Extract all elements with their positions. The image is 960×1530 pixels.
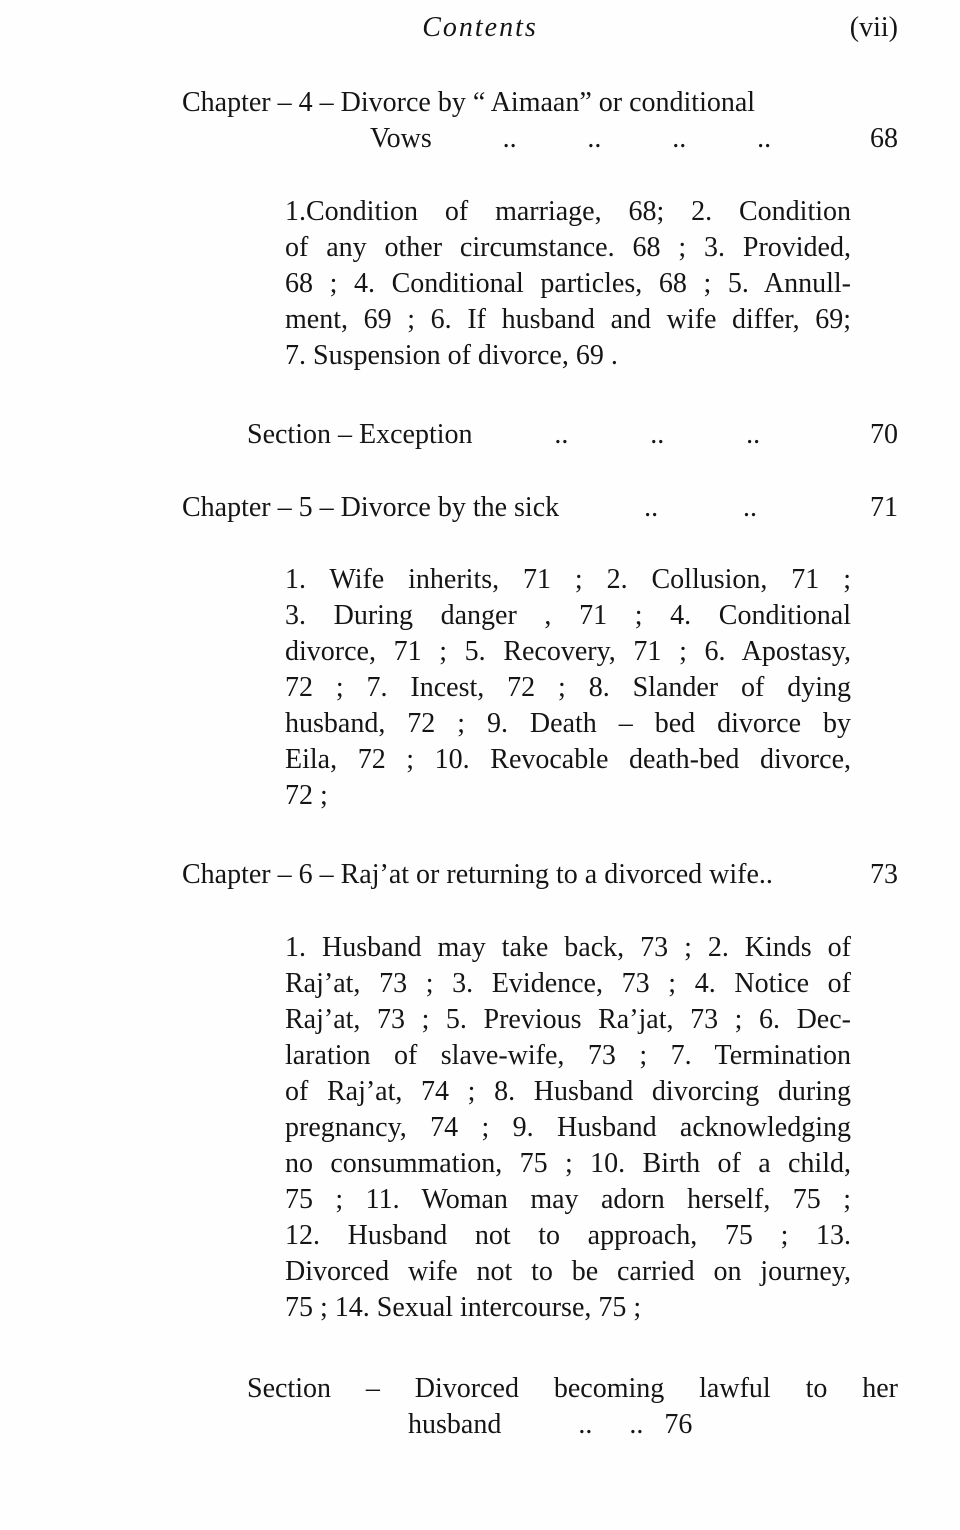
summary-line: divorce, 71 ; 5. Recovery, 71 ; 6. Apostasy, (285, 636, 851, 667)
summary-line: 7. Suspension of divorce, 69 . (285, 340, 618, 371)
summary-line: 1. Wife inherits, 71 ; 2. Collusion, 71 ; (285, 564, 851, 595)
summary-line: 72 ; 7. Incest, 72 ; 8. Slander of dying (285, 672, 851, 703)
summary-line: ment, 69 ; 6. If husband and wife differ, 69; (285, 304, 851, 335)
running-head-title: Contents (422, 12, 538, 43)
section-divorced-continuation: husband (408, 1409, 502, 1440)
leader-dot: .. (578, 1409, 593, 1440)
summary-line: 68 ; 4. Conditional particles, 68 ; 5. Annull- (285, 268, 851, 299)
chapter-4-subtopics (285, 194, 851, 374)
summary-line: 72 ; (285, 780, 328, 811)
toc-entry-chapter-5 (182, 490, 898, 526)
summary-line: Raj’at, 73 ; 5. Previous Ra’jat, 73 ; 6. Dec- (285, 1004, 851, 1035)
chapter-6-subtopics (285, 930, 851, 1326)
leader-dot: .. (757, 123, 772, 154)
summary-line: 75 ; 14. Sexual intercourse, 75 ; (285, 1292, 642, 1323)
summary-line: 1.Condition of marriage, 68; 2. Condition (285, 196, 851, 227)
summary-line: Divorced wife not to be carried on journey, (285, 1256, 851, 1287)
summary-line: of any other circumstance. 68 ; 3. Provided, (285, 232, 851, 263)
toc-entry-chapter-4 (0, 85, 960, 157)
summary-line: 3. During danger , 71 ; 4. Conditional (285, 600, 851, 631)
folio-page-number: (vii) (849, 12, 898, 43)
leader-dot: .. (644, 492, 659, 523)
toc-entry-section-divorced (0, 1371, 960, 1443)
chapter-6-page-number: 73 (870, 859, 898, 890)
leader-dot: .. (743, 492, 758, 523)
summary-line: husband, 72 ; 9. Death – bed divorce by (285, 708, 851, 739)
chapter-5-page-number: 71 (870, 492, 898, 523)
section-exception-label: Section – Exception (247, 419, 473, 450)
chapter-5-subtopics (285, 562, 851, 814)
summary-line: laration of slave-wife, 73 ; 7. Termination (285, 1040, 851, 1071)
summary-line: 1. Husband may take back, 73 ; 2. Kinds of (285, 932, 851, 963)
summary-line: Raj’at, 73 ; 3. Evidence, 73 ; 4. Notice of (285, 968, 851, 999)
chapter-5-heading: Chapter – 5 – Divorce by the sick (182, 492, 560, 523)
chapter-4-heading-line-2 (182, 121, 898, 157)
chapter-4-heading-line-1: Chapter – 4 – Divorce by “ Aimaan” or conditional (182, 87, 756, 118)
leader-dot: .. (650, 419, 665, 450)
toc-entry-section-exception (247, 417, 898, 453)
section-divorced-line-1: Section – Divorced becoming lawful to her (247, 1373, 898, 1404)
leader-dot: .. (587, 123, 602, 154)
section-divorced-page-number: 76 (664, 1409, 693, 1440)
chapter-4-heading-continuation: Vows (370, 123, 432, 154)
leader-dots (473, 417, 842, 453)
chapter-4-page-number: 68 (870, 123, 898, 154)
leader-dot: .. (746, 419, 761, 450)
summary-line: Eila, 72 ; 10. Revocable death-bed divorce, (285, 744, 851, 775)
summary-line: pregnancy, 74 ; 9. Husband acknowledging (285, 1112, 851, 1143)
section-exception-page-number: 70 (870, 419, 898, 450)
chapter-6-heading: Chapter – 6 – Raj’at or returning to a divorced wife.. (182, 859, 773, 890)
leader-dots (559, 490, 842, 526)
summary-line: 75 ; 11. Woman may adorn herself, 75 ; (285, 1184, 851, 1215)
toc-entry-chapter-6 (182, 857, 898, 893)
leader-dot: .. (502, 123, 517, 154)
page-header (0, 0, 960, 46)
leader-dot: .. (554, 419, 569, 450)
leader-dot: .. (629, 1409, 644, 1440)
leader-dot: .. (672, 123, 687, 154)
summary-line: no consummation, 75 ; 10. Birth of a child, (285, 1148, 851, 1179)
leader-dots (432, 121, 842, 157)
section-divorced-line-2 (247, 1407, 960, 1443)
summary-line: of Raj’at, 74 ; 8. Husband divorcing during (285, 1076, 851, 1107)
summary-line: 12. Husband not to approach, 75 ; 13. (285, 1220, 851, 1251)
